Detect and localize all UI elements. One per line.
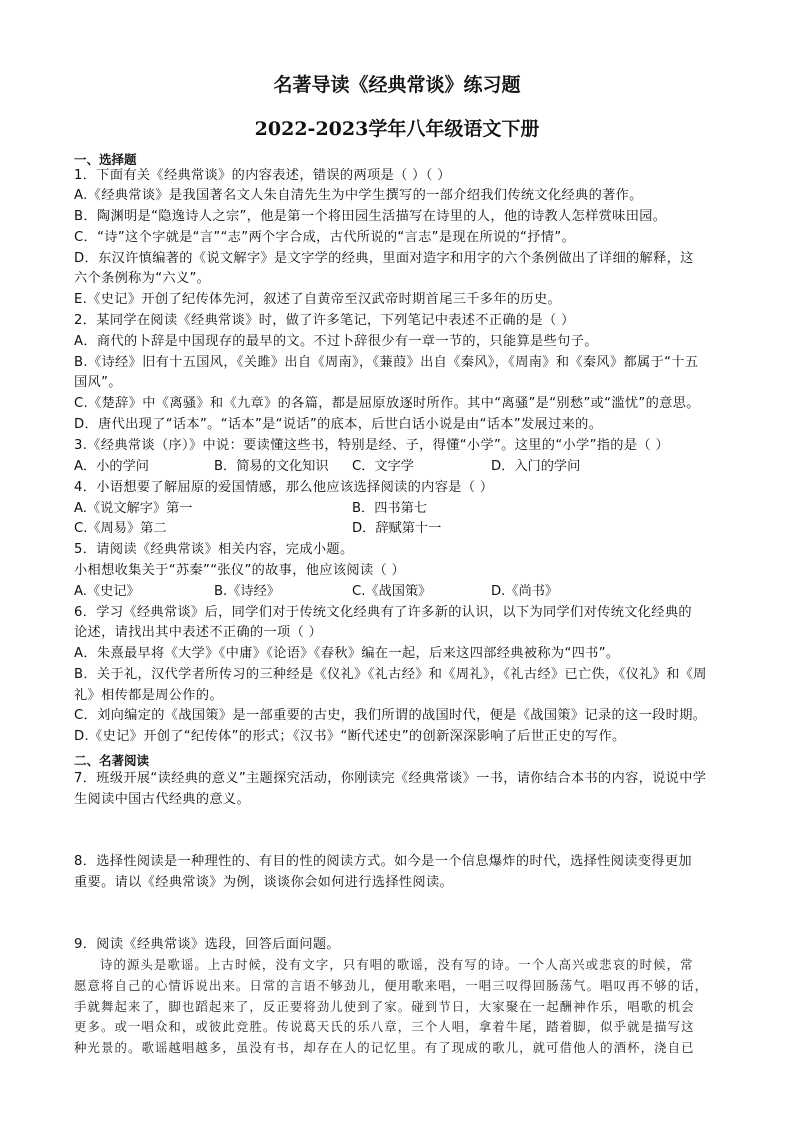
q7-line2: 生阅读中国古代经典的意义。 [74, 792, 250, 807]
q2-option-c: C.《楚辞》中《离骚》和《九章》的各篇，都是屈原放逐时所作。其中“离骚”是“别愁”或“滥忧”的意思。 [74, 396, 700, 411]
q6-stem-line2: 论述，请找出其中表述不正确的一项（ ） [74, 625, 323, 640]
q1-option-d-line2: 六个条例称为“六义”。 [74, 271, 211, 286]
q4-option-b: B．四书第七 [352, 501, 427, 516]
q6-option-b-line1: B．关于礼，汉代学者所传习的三种经是《仪礼》《礼古经》和《周礼》，《礼古经》已亡佚，《仪礼》和《周 [74, 667, 707, 682]
q7-line1: 7．班级开展“读经典的意义”主题探究活动，你刚读完《经典常谈》一书，请你结合本书的内容，说说中学 [74, 771, 707, 786]
q3-option-b: B．简易的文化知识 [214, 459, 329, 474]
q6-option-d: D.《史记》开创了“纪传体”的形式；《汉书》“断代述史”的创新深深影响了后世正史的写作。 [74, 729, 626, 744]
q6-option-a: A．朱熹最早将《大学》《中庸》《论语》《春秋》编在一起，后来这四部经典被称为“四书”。 [74, 646, 620, 661]
section-heading-reading: 二、名著阅读 [74, 753, 150, 768]
q6-stem-line1: 6．学习《经典常谈》后，同学们对于传统文化经典有了许多新的认识，以下为同学们对传统文化经典的 [74, 605, 692, 620]
q5-option-b: B.《诗经》 [214, 584, 280, 599]
q3-option-d: D．入门的学问 [491, 459, 581, 474]
q1-option-a: A.《经典常谈》是我国著名文人朱自清先生为中学生撰写的一部介绍我们传统文化经典的著作。 [74, 188, 643, 203]
q9-passage-line3: 手就舞起来了，脚也蹈起来了，反正要将劲儿使到了家。碰到节日，大家聚在一起酬神作乐，唱歌的机会 [74, 999, 695, 1014]
q5-stem: 5．请阅读《经典常谈》相关内容，完成小题。 [74, 542, 354, 557]
q2-option-d: D．唐代出现了“话本”。“话本”是“说话”的底本，后世白话小说是由“话本”发展过来的。 [74, 417, 603, 432]
q5-option-a: A.《史记》 [74, 584, 140, 599]
q5-subquestion: 小相想收集关于“苏秦”“张仪”的故事，他应该阅读（ ） [74, 563, 406, 578]
q2-option-b-line1: B.《诗经》旧有十五国风，《关雎》出自《周南》，《蒹葭》出自《秦风》，《周南》和《秦风》都属于“十五 [74, 355, 699, 370]
q8-line2: 重要。请以《经典常谈》为例，谈谈你会如何进行选择性阅读。 [74, 875, 454, 890]
q9-stem: 9．阅读《经典常谈》选段，回答后面问题。 [74, 937, 340, 952]
q3-option-c: C．文字学 [352, 459, 414, 474]
section-heading-choice: 一、选择题 [74, 152, 137, 167]
q4-stem: 4．小语想要了解屈原的爱国情感，那么他应该选择阅读的内容是（ ） [74, 480, 494, 495]
q5-option-d: D.《尚书》 [491, 584, 559, 599]
q2-option-a: A．商代的卜辞是中国现存的最早的文。不过卜辞很少有一章一节的，只能算是些句子。 [74, 334, 598, 349]
q9-passage-line4: 更多。或一唱众和，或彼此竞胜。传说葛天氏的乐八章，三个人唱，拿着牛尾，踏着脚，似乎就是描写这 [74, 1019, 695, 1034]
q4-option-d: D．辞赋第十一 [352, 521, 442, 536]
q4-option-a: A.《说文解字》第一 [74, 501, 193, 516]
q5-option-c: C.《战国策》 [352, 584, 432, 599]
q4-option-c: C.《周易》第二 [74, 521, 167, 536]
q3-stem: 3.《经典常谈（序）》中说：要读懂这些书，特别是经、子，得懂“小学”。这里的“小学”指的是（ ） [74, 438, 669, 453]
q2-stem: 2．某同学在阅读《经典常谈》时，做了许多笔记，下列笔记中表述不正确的是（ ） [74, 313, 575, 328]
q1-option-c: C．“诗”这个字就是“言”“志”两个字合成，古代所说的“言志”是现在所说的“抒情”。 [74, 230, 576, 245]
q2-option-b-line2: 国风”。 [74, 375, 122, 390]
q1-stem: 1．下面有关《经典常谈》的内容表述，错误的两项是（ ）（ ） [74, 168, 451, 183]
q1-option-e: E.《史记》开创了纪传体先河，叙述了自黄帝至汉武帝时期首尾三千多年的历史。 [74, 292, 562, 307]
q8-line1: 8．选择性阅读是一种理性的、有目的性的阅读方式。如今是一个信息爆炸的时代，选择性阅读变得更加 [74, 854, 692, 869]
q6-option-c: C．刘向编定的《战国策》是一部重要的古史，我们所谓的战国时代，便是《战国策》记录的这一段时期。 [74, 708, 707, 723]
q1-option-b: B．陶渊明是“隐逸诗人之宗”，他是第一个将田园生活描写在诗里的人，他的诗教人怎样赏味田园。 [74, 209, 667, 224]
q6-option-b-line2: 礼》相传都是周公作的。 [74, 688, 223, 703]
q9-passage-line5: 种光景的。歌谣越唱越多，虽没有书，却存在人的记忆里。有了现成的歌儿，就可借他人的酒杯，浇自已 [74, 1040, 695, 1055]
document-subtitle: 2022-2023学年八年级语文下册 [254, 118, 540, 140]
document-title: 名著导读《经典常谈》练习题 [273, 74, 521, 96]
q1-option-d-line1: D．东汉许慎编著的《说文解字》是文字学的经典，里面对造字和用字的六个条例做出了详细的解释，这 [74, 251, 694, 266]
q9-passage-line2: 愿意将自己的心情诉说出来。日常的言语不够劲儿，便用歌来唱，一唱三叹得回肠荡气。唱叹再不够的话， [74, 978, 709, 993]
q3-option-a: A．小的学问 [74, 459, 149, 474]
q9-passage-line1: 诗的源头是歌谣。上古时候，没有文字，只有唱的歌谣，没有写的诗。一个人高兴或悲哀的时候，常 [100, 957, 694, 972]
